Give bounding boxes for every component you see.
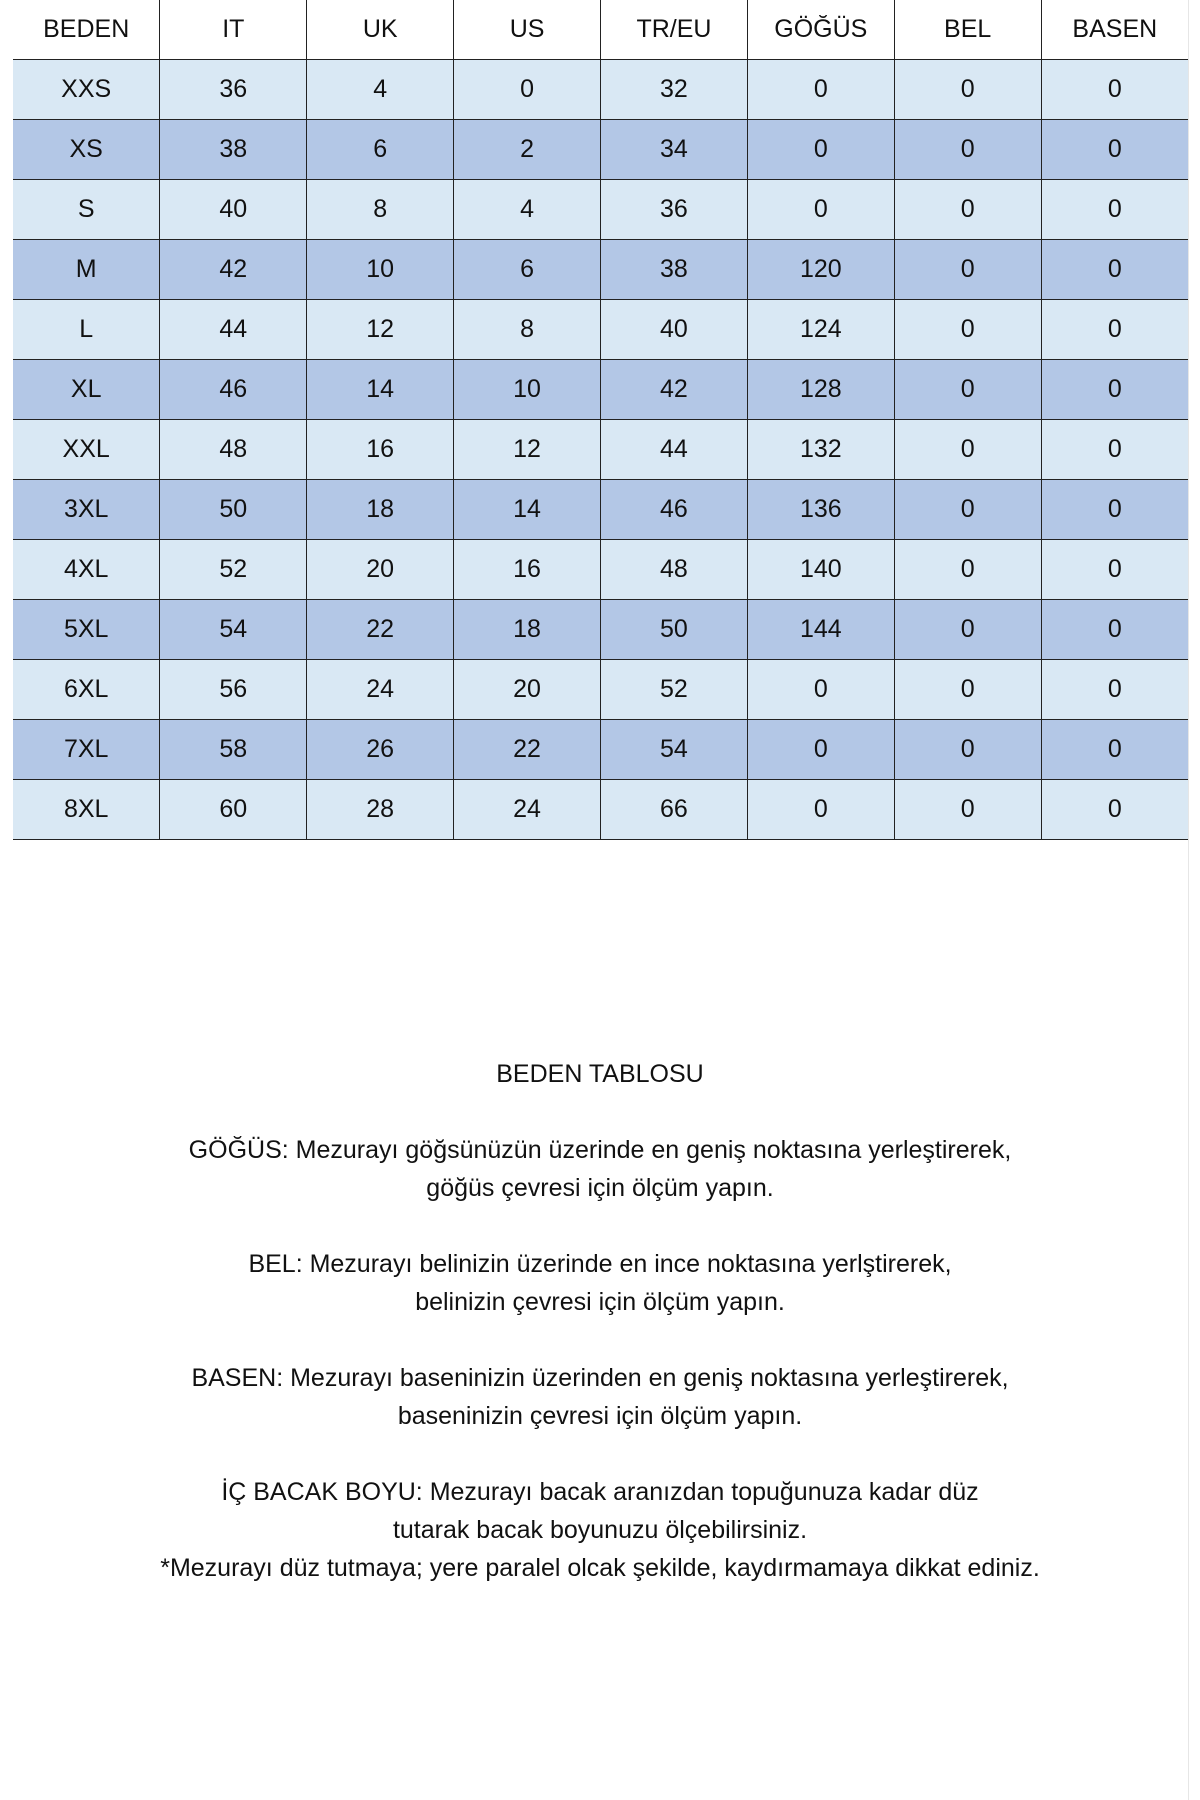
cell-beden: 3XL: [13, 480, 160, 540]
table-row: [13, 720, 1188, 780]
cell-tr-eu: 34: [601, 120, 748, 180]
cell-bel: 0: [894, 180, 1041, 240]
cell-basen: 0: [1041, 420, 1188, 480]
cell-gogus: 0: [747, 60, 894, 120]
cell-us: 4: [454, 180, 601, 240]
cell-beden: L: [13, 300, 160, 360]
gogus-instruction-line2: göğüs çevresi için ölçüm yapın.: [426, 1174, 774, 1202]
cell-tr-eu: 32: [601, 60, 748, 120]
bel-instruction-line2: belinizin çevresi için ölçüm yapın.: [415, 1288, 785, 1316]
cell-basen: 0: [1041, 240, 1188, 300]
header-it: IT: [160, 0, 307, 60]
cell-beden: 4XL: [13, 540, 160, 600]
cell-it: 60: [160, 780, 307, 840]
cell-tr-eu: 46: [601, 480, 748, 540]
cell-basen: 0: [1041, 300, 1188, 360]
basen-instruction-line2: baseninizin çevresi için ölçüm yapın.: [397, 1402, 803, 1430]
cell-it: 54: [160, 600, 307, 660]
table-row: [13, 180, 1188, 240]
cell-us: 18: [454, 600, 601, 660]
cell-us: 10: [454, 360, 601, 420]
cell-gogus: 140: [747, 540, 894, 600]
cell-it: 52: [160, 540, 307, 600]
cell-us: 8: [454, 300, 601, 360]
cell-it: 38: [160, 120, 307, 180]
cell-gogus: 0: [747, 120, 894, 180]
spacer: [0, 1207, 1200, 1245]
table-row: [13, 360, 1188, 420]
cell-us: 22: [454, 720, 601, 780]
table-row: [13, 600, 1188, 660]
table-row: [13, 240, 1188, 300]
cell-basen: 0: [1041, 540, 1188, 600]
table-row: [13, 660, 1188, 720]
cell-gogus: 144: [747, 600, 894, 660]
basen-instruction-line1: BASEN: Mezurayı baseninizin üzerinden en geniş noktasına yerleştirerek,: [191, 1364, 1009, 1392]
cell-uk: 10: [307, 240, 454, 300]
cell-beden: 8XL: [13, 780, 160, 840]
table-row: [13, 540, 1188, 600]
cell-gogus: 128: [747, 360, 894, 420]
size-table: [13, 0, 1188, 840]
table-row: [13, 480, 1188, 540]
cell-beden: 6XL: [13, 660, 160, 720]
bel-instruction-line1: BEL: Mezurayı belinizin üzerinde en ince noktasına yerlştirerek,: [248, 1250, 952, 1278]
cell-basen: 0: [1041, 180, 1188, 240]
cell-uk: 28: [307, 780, 454, 840]
cell-uk: 12: [307, 300, 454, 360]
cell-bel: 0: [894, 480, 1041, 540]
cell-gogus: 132: [747, 420, 894, 480]
cell-it: 42: [160, 240, 307, 300]
size-table-body: [13, 60, 1188, 840]
cell-gogus: 124: [747, 300, 894, 360]
cell-it: 50: [160, 480, 307, 540]
cell-it: 56: [160, 660, 307, 720]
cell-tr-eu: 40: [601, 300, 748, 360]
cell-uk: 24: [307, 660, 454, 720]
cell-beden: M: [13, 240, 160, 300]
cell-bel: 0: [894, 360, 1041, 420]
cell-uk: 20: [307, 540, 454, 600]
cell-it: 40: [160, 180, 307, 240]
cell-us: 24: [454, 780, 601, 840]
header-basen: BASEN: [1041, 0, 1188, 60]
cell-gogus: 136: [747, 480, 894, 540]
cell-beden: XS: [13, 120, 160, 180]
cell-us: 12: [454, 420, 601, 480]
header-us: US: [454, 0, 601, 60]
cell-uk: 4: [307, 60, 454, 120]
cell-us: 0: [454, 60, 601, 120]
cell-uk: 16: [307, 420, 454, 480]
cell-basen: 0: [1041, 720, 1188, 780]
header-tr-eu: TR/EU: [601, 0, 748, 60]
ic-bacak-note: *Mezurayı düz tutmaya; yere paralel olcak şekilde, kaydırmamaya dikkat ediniz.: [160, 1554, 1040, 1582]
cell-tr-eu: 48: [601, 540, 748, 600]
cell-it: 46: [160, 360, 307, 420]
cell-uk: 8: [307, 180, 454, 240]
cell-tr-eu: 42: [601, 360, 748, 420]
cell-us: 14: [454, 480, 601, 540]
cell-uk: 14: [307, 360, 454, 420]
cell-tr-eu: 66: [601, 780, 748, 840]
cell-us: 20: [454, 660, 601, 720]
cell-uk: 26: [307, 720, 454, 780]
size-table-header: [13, 0, 1188, 60]
header-gogus: GÖĞÜS: [747, 0, 894, 60]
gogus-instruction-line1: GÖĞÜS: Mezurayı göğsünüzün üzerinde en geniş noktasına yerleştirerek,: [188, 1136, 1012, 1164]
cell-gogus: 0: [747, 660, 894, 720]
cell-bel: 0: [894, 60, 1041, 120]
guide-title: BEDEN TABLOSU: [496, 1060, 704, 1088]
cell-uk: 6: [307, 120, 454, 180]
cell-tr-eu: 54: [601, 720, 748, 780]
cell-tr-eu: 52: [601, 660, 748, 720]
table-row: [13, 120, 1188, 180]
cell-bel: 0: [894, 300, 1041, 360]
measurement-guide: [0, 1055, 1200, 1587]
cell-bel: 0: [894, 240, 1041, 300]
cell-us: 6: [454, 240, 601, 300]
cell-gogus: 0: [747, 780, 894, 840]
ic-bacak-instruction-line2: tutarak bacak boyunuzu ölçebilirsiniz.: [392, 1516, 808, 1544]
cell-uk: 18: [307, 480, 454, 540]
ic-bacak-instruction-line1: İÇ BACAK BOYU: Mezurayı bacak aranızdan topuğunuza kadar düz: [221, 1478, 979, 1506]
cell-it: 36: [160, 60, 307, 120]
cell-tr-eu: 36: [601, 180, 748, 240]
cell-tr-eu: 38: [601, 240, 748, 300]
cell-gogus: 0: [747, 720, 894, 780]
cell-us: 2: [454, 120, 601, 180]
cell-gogus: 120: [747, 240, 894, 300]
cell-beden: XXL: [13, 420, 160, 480]
table-row: [13, 60, 1188, 120]
cell-bel: 0: [894, 540, 1041, 600]
cell-beden: S: [13, 180, 160, 240]
cell-basen: 0: [1041, 480, 1188, 540]
cell-bel: 0: [894, 720, 1041, 780]
cell-basen: 0: [1041, 660, 1188, 720]
header-row: [13, 0, 1188, 60]
cell-gogus: 0: [747, 180, 894, 240]
cell-basen: 0: [1041, 360, 1188, 420]
table-row: [13, 300, 1188, 360]
spacer: [0, 1321, 1200, 1359]
cell-uk: 22: [307, 600, 454, 660]
cell-tr-eu: 50: [601, 600, 748, 660]
cell-bel: 0: [894, 600, 1041, 660]
cell-us: 16: [454, 540, 601, 600]
cell-basen: 0: [1041, 780, 1188, 840]
header-uk: UK: [307, 0, 454, 60]
cell-bel: 0: [894, 420, 1041, 480]
table-row: [13, 780, 1188, 840]
cell-tr-eu: 44: [601, 420, 748, 480]
cell-it: 48: [160, 420, 307, 480]
table-row: [13, 420, 1188, 480]
cell-basen: 0: [1041, 600, 1188, 660]
cell-bel: 0: [894, 120, 1041, 180]
header-bel: BEL: [894, 0, 1041, 60]
cell-it: 58: [160, 720, 307, 780]
cell-basen: 0: [1041, 120, 1188, 180]
spacer: [0, 1435, 1200, 1473]
cell-bel: 0: [894, 660, 1041, 720]
cell-basen: 0: [1041, 60, 1188, 120]
cell-beden: 7XL: [13, 720, 160, 780]
cell-beden: 5XL: [13, 600, 160, 660]
cell-beden: XL: [13, 360, 160, 420]
cell-beden: XXS: [13, 60, 160, 120]
cell-bel: 0: [894, 780, 1041, 840]
cell-it: 44: [160, 300, 307, 360]
header-beden: BEDEN: [13, 0, 160, 60]
